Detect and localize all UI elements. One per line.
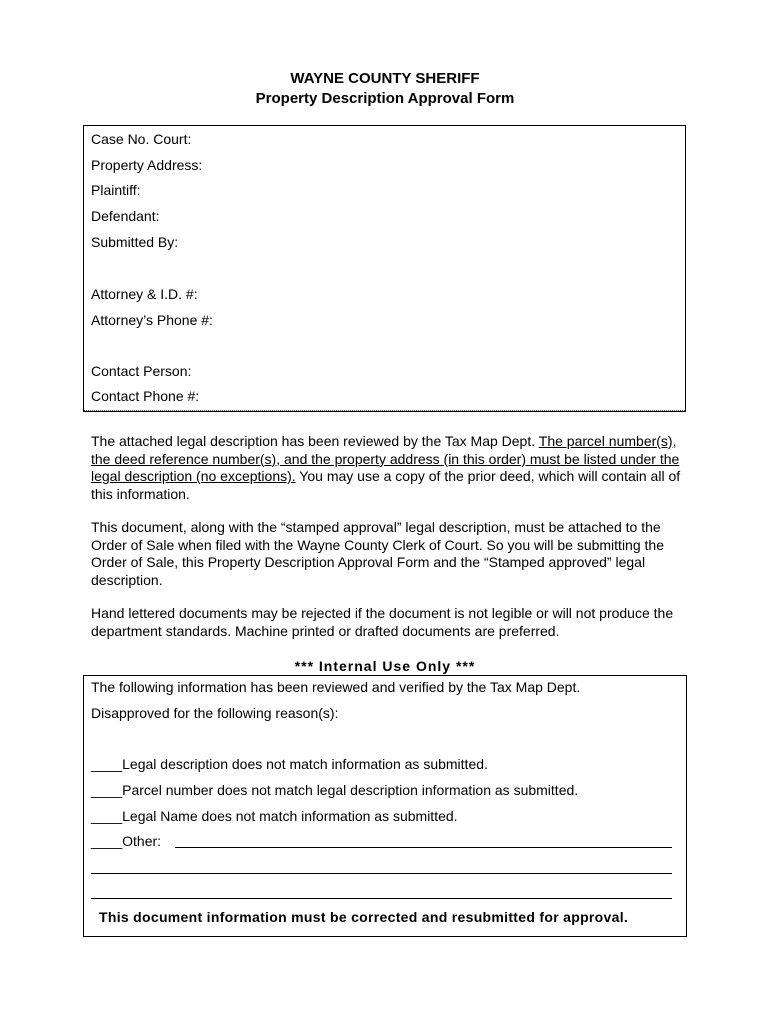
internal-use-heading: *** Internal Use Only *** xyxy=(294,658,476,674)
contact-person-label: Contact Person: xyxy=(91,363,192,379)
reason-legal-name: ____Legal Name does not match information as submitted. xyxy=(91,808,458,824)
contact-phone-label: Contact Phone #: xyxy=(91,388,200,404)
instructions-paragraph-1 xyxy=(91,433,691,503)
form-subtitle: Property Description Approval Form xyxy=(255,90,515,107)
plaintiff-label: Plaintiff: xyxy=(91,182,141,198)
blank-line-2 xyxy=(91,898,672,899)
attorney-phone-label: Attorney’s Phone #: xyxy=(91,312,213,328)
dotted-divider xyxy=(84,410,685,411)
instructions-paragraph-3 xyxy=(91,605,691,640)
reason-parcel-number: ____Parcel number does not match legal description information as submitted. xyxy=(91,782,579,798)
para1-tail: You may use a copy of the prior deed, which will contain all of this information. xyxy=(91,468,681,502)
internal-use-box xyxy=(83,675,687,937)
para1-underlined: The parcel number(s), the deed reference number(s), and the property address (in this order) must be listed under the legal description (no exceptions). xyxy=(91,433,680,484)
reviewed-statement: The following information has been reviewed and verified by the Tax Map Dept. xyxy=(91,679,581,695)
resubmit-note: This document information must be corrected and resubmitted for approval. xyxy=(99,909,629,925)
case-no-label: Case No. Court: xyxy=(91,131,192,147)
reason-other: ____Other: xyxy=(91,833,162,849)
property-address-label: Property Address: xyxy=(91,157,203,173)
blank-line-1 xyxy=(91,873,672,874)
para3-text: Hand lettered documents may be rejected if the document is not legible or will not produce the department standards. Machine printed or drafted documents are preferred. xyxy=(91,605,674,639)
reason-legal-description: ____Legal description does not match information as submitted. xyxy=(91,756,488,772)
para1-lead: The attached legal description has been reviewed by the Tax Map Dept. xyxy=(91,433,539,449)
applicant-info-box xyxy=(83,125,686,412)
page-title: WAYNE COUNTY SHERIFF xyxy=(290,70,480,87)
disapproved-label: Disapproved for the following reason(s): xyxy=(91,705,339,721)
defendant-label: Defendant: xyxy=(91,208,160,224)
submitted-by-label: Submitted By: xyxy=(91,234,179,250)
other-reason-line xyxy=(175,847,672,848)
attorney-id-label: Attorney & I.D. #: xyxy=(91,286,198,302)
instructions-paragraph-2 xyxy=(91,519,691,589)
para2-text: This document, along with the “stamped approval” legal description, must be attached to the Order of Sale when filed with the Wayne County Clerk of Court. So you will be submitting the Order of Sale, this Property Description Approval Form and the “Stamped approved” legal description. xyxy=(91,519,664,588)
